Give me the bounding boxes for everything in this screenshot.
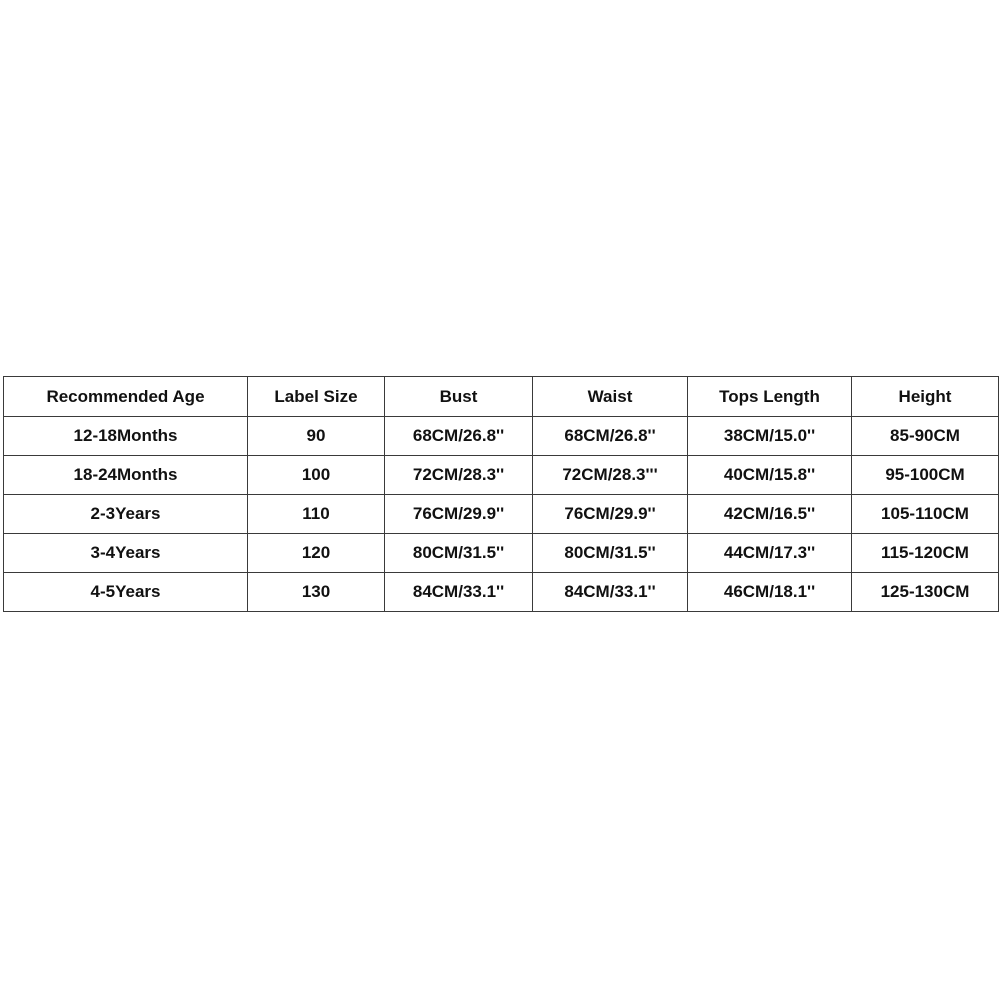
table-row <box>4 573 999 612</box>
table-row <box>4 456 999 495</box>
cell-bust: 80CM/31.5'' <box>385 534 533 573</box>
header-bust: Bust <box>385 377 533 417</box>
cell-height: 85-90CM <box>852 417 999 456</box>
table-row <box>4 534 999 573</box>
cell-label-size: 100 <box>248 456 385 495</box>
cell-label-size: 120 <box>248 534 385 573</box>
cell-tops-length: 38CM/15.0'' <box>688 417 852 456</box>
cell-label-size: 90 <box>248 417 385 456</box>
table-row <box>4 417 999 456</box>
cell-label-size: 130 <box>248 573 385 612</box>
cell-waist: 84CM/33.1'' <box>533 573 688 612</box>
header-label-size: Label Size <box>248 377 385 417</box>
cell-recommended-age: 18-24Months <box>4 456 248 495</box>
cell-bust: 68CM/26.8'' <box>385 417 533 456</box>
cell-recommended-age: 12-18Months <box>4 417 248 456</box>
cell-waist: 76CM/29.9'' <box>533 495 688 534</box>
cell-waist: 68CM/26.8'' <box>533 417 688 456</box>
cell-tops-length: 40CM/15.8'' <box>688 456 852 495</box>
header-tops-length: Tops Length <box>688 377 852 417</box>
cell-waist: 72CM/28.3''' <box>533 456 688 495</box>
cell-height: 115-120CM <box>852 534 999 573</box>
cell-height: 95-100CM <box>852 456 999 495</box>
header-waist: Waist <box>533 377 688 417</box>
cell-tops-length: 46CM/18.1'' <box>688 573 852 612</box>
cell-recommended-age: 3-4Years <box>4 534 248 573</box>
table-header <box>4 377 999 417</box>
cell-height: 125-130CM <box>852 573 999 612</box>
cell-bust: 76CM/29.9'' <box>385 495 533 534</box>
table-row <box>4 495 999 534</box>
cell-tops-length: 44CM/17.3'' <box>688 534 852 573</box>
cell-tops-length: 42CM/16.5'' <box>688 495 852 534</box>
cell-recommended-age: 2-3Years <box>4 495 248 534</box>
cell-label-size: 110 <box>248 495 385 534</box>
cell-waist: 80CM/31.5'' <box>533 534 688 573</box>
cell-height: 105-110CM <box>852 495 999 534</box>
header-recommended-age: Recommended Age <box>4 377 248 417</box>
table-body <box>4 417 999 612</box>
cell-recommended-age: 4-5Years <box>4 573 248 612</box>
header-height: Height <box>852 377 999 417</box>
size-chart-table <box>3 376 999 612</box>
cell-bust: 72CM/28.3'' <box>385 456 533 495</box>
cell-bust: 84CM/33.1'' <box>385 573 533 612</box>
header-row <box>4 377 999 417</box>
